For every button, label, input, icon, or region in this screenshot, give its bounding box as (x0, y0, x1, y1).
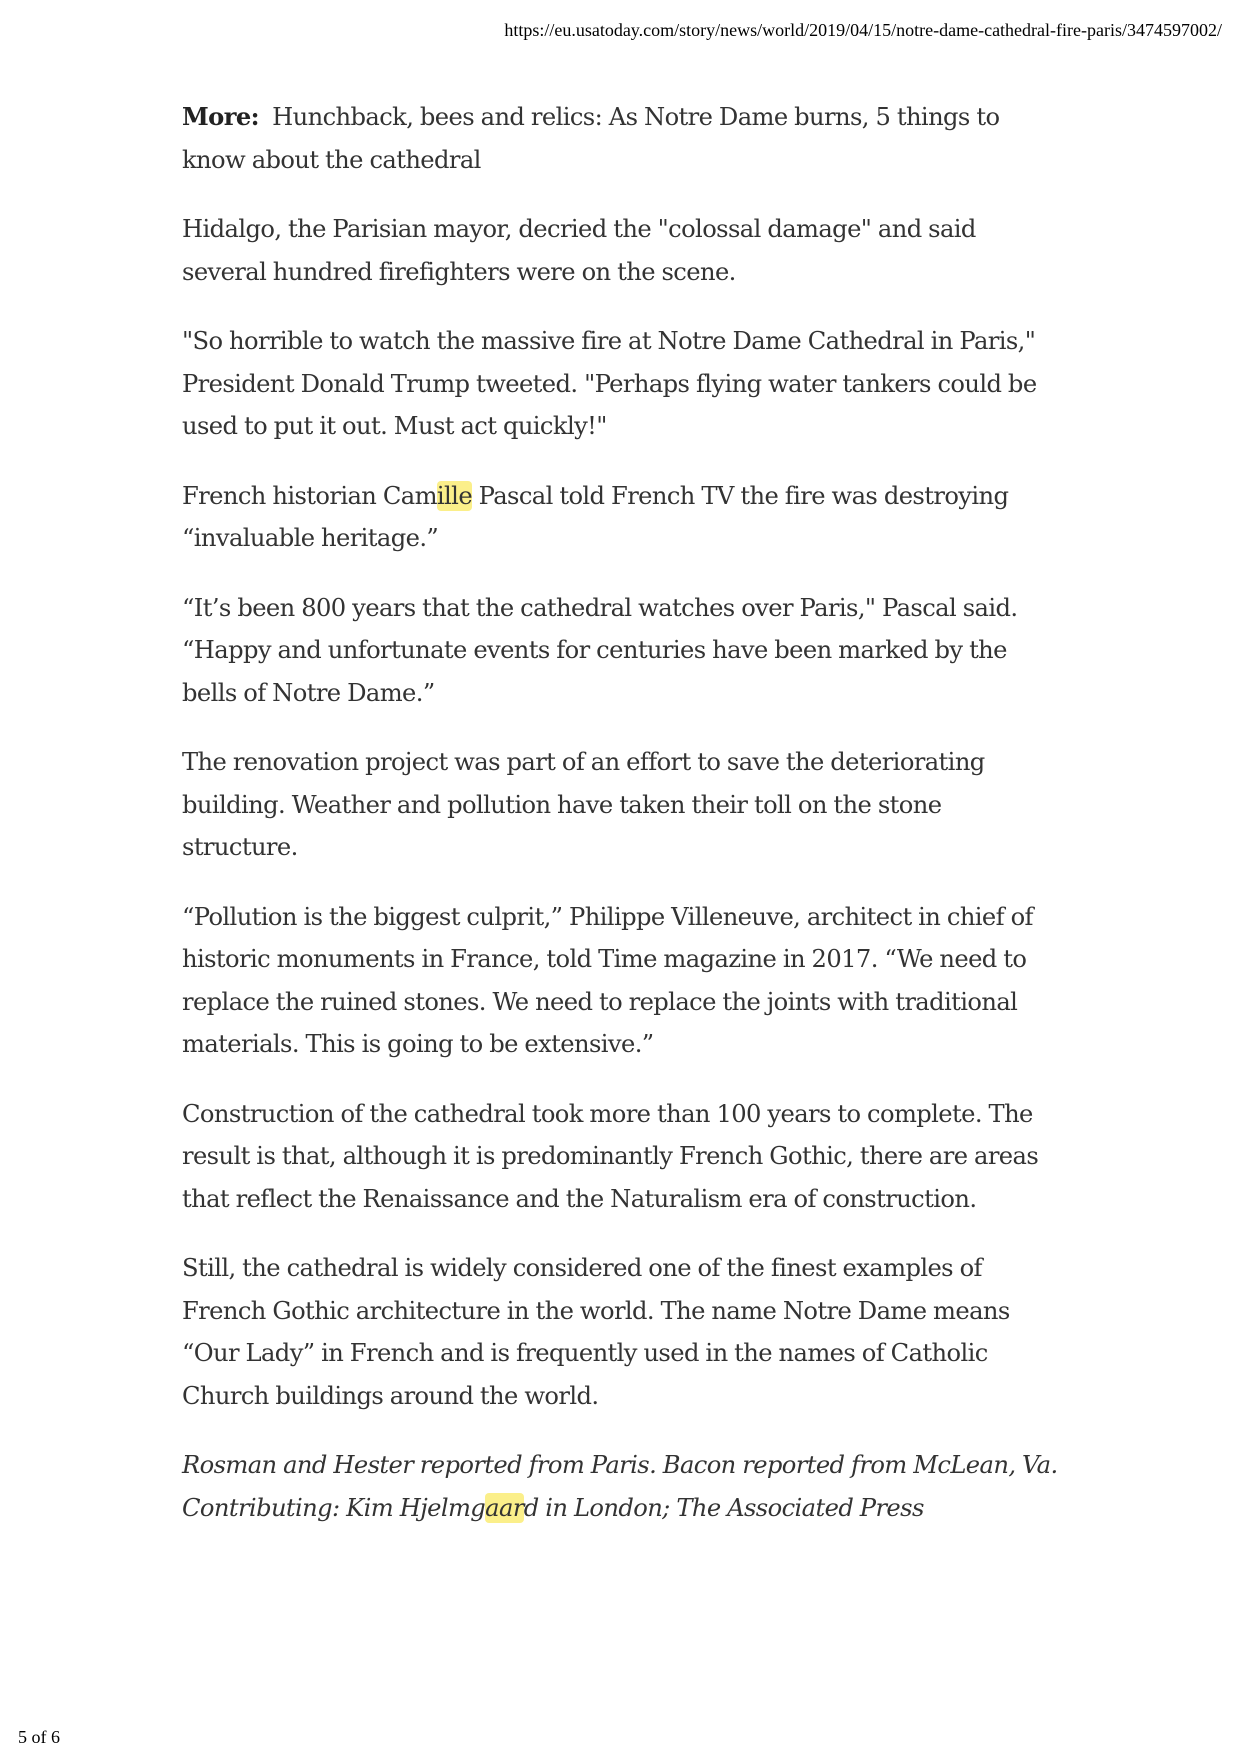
credit-text-start: Rosman and Hester reported from Paris. Bacon reported from McLean, Va. Contributing: Kim Hjelmg (182, 1451, 1058, 1522)
page-indicator: 5 of 6 (18, 1727, 60, 1747)
reporting-credit (182, 1444, 1062, 1529)
paragraph-pascal-quote: “It’s been 800 years that the cathedral watches over Paris," Pascal said. “Happy and unfortunate events for centuries have been marked by the bells of Notre Dame.” (182, 593, 1018, 707)
article-body (182, 96, 1062, 1556)
paragraph-construction: Construction of the cathedral took more than 100 years to complete. The result is that, although it is predominantly French Gothic, there are areas that reflect the Renaissance and the Naturalism era of construction. (182, 1099, 1039, 1213)
highlight-mark: aar (485, 1493, 524, 1522)
page-url-header: https://eu.usatoday.com/story/news/world/2019/04/15/notre-dame-cathedral-fire-paris/3474597002/ (504, 20, 1222, 40)
paragraph-trump-tweet: "So horrible to watch the massive fire at Notre Dame Cathedral in Paris," President Donald Trump tweeted. "Perhaps flying water tankers could be used to put it out. Must act quickly!" (182, 327, 1037, 440)
historian-text-start: French historian Cam (182, 481, 437, 510)
paragraph-hidalgo: Hidalgo, the Parisian mayor, decried the "colossal damage" and said several hundred firefighters were on the scene. (182, 215, 976, 286)
paragraph-historian (182, 475, 1062, 560)
highlight-mark: ille (436, 481, 473, 510)
paragraph-gothic: Still, the cathedral is widely considered one of the finest examples of French Gothic architecture in the world. The name Notre Dame means “Our Lady” in French and is frequently used in the names of Catholic Church buildings around the world. (182, 1254, 1010, 1410)
paragraph-renovation: The renovation project was part of an effort to save the deteriorating building. Weather and pollution have taken their toll on the stone structure. (182, 748, 985, 861)
historian-text-end: Pascal told French TV the fire was destroying “invaluable heritage.” (182, 481, 1009, 552)
credit-text-end: d in London; The Associated Press (523, 1493, 924, 1522)
more-link[interactable]: Hunchback, bees and relics: As Notre Dame burns, 5 things to know about the cathedral (182, 103, 1000, 174)
more-label: More: (182, 102, 259, 131)
more-paragraph (182, 96, 1062, 181)
paragraph-pollution: “Pollution is the biggest culprit,” Philippe Villeneuve, architect in chief of historic monuments in France, told Time magazine in 2017. “We need to replace the ruined stones. We need to replace the joints with traditional materials. This is going to be extensive.” (182, 902, 1033, 1058)
